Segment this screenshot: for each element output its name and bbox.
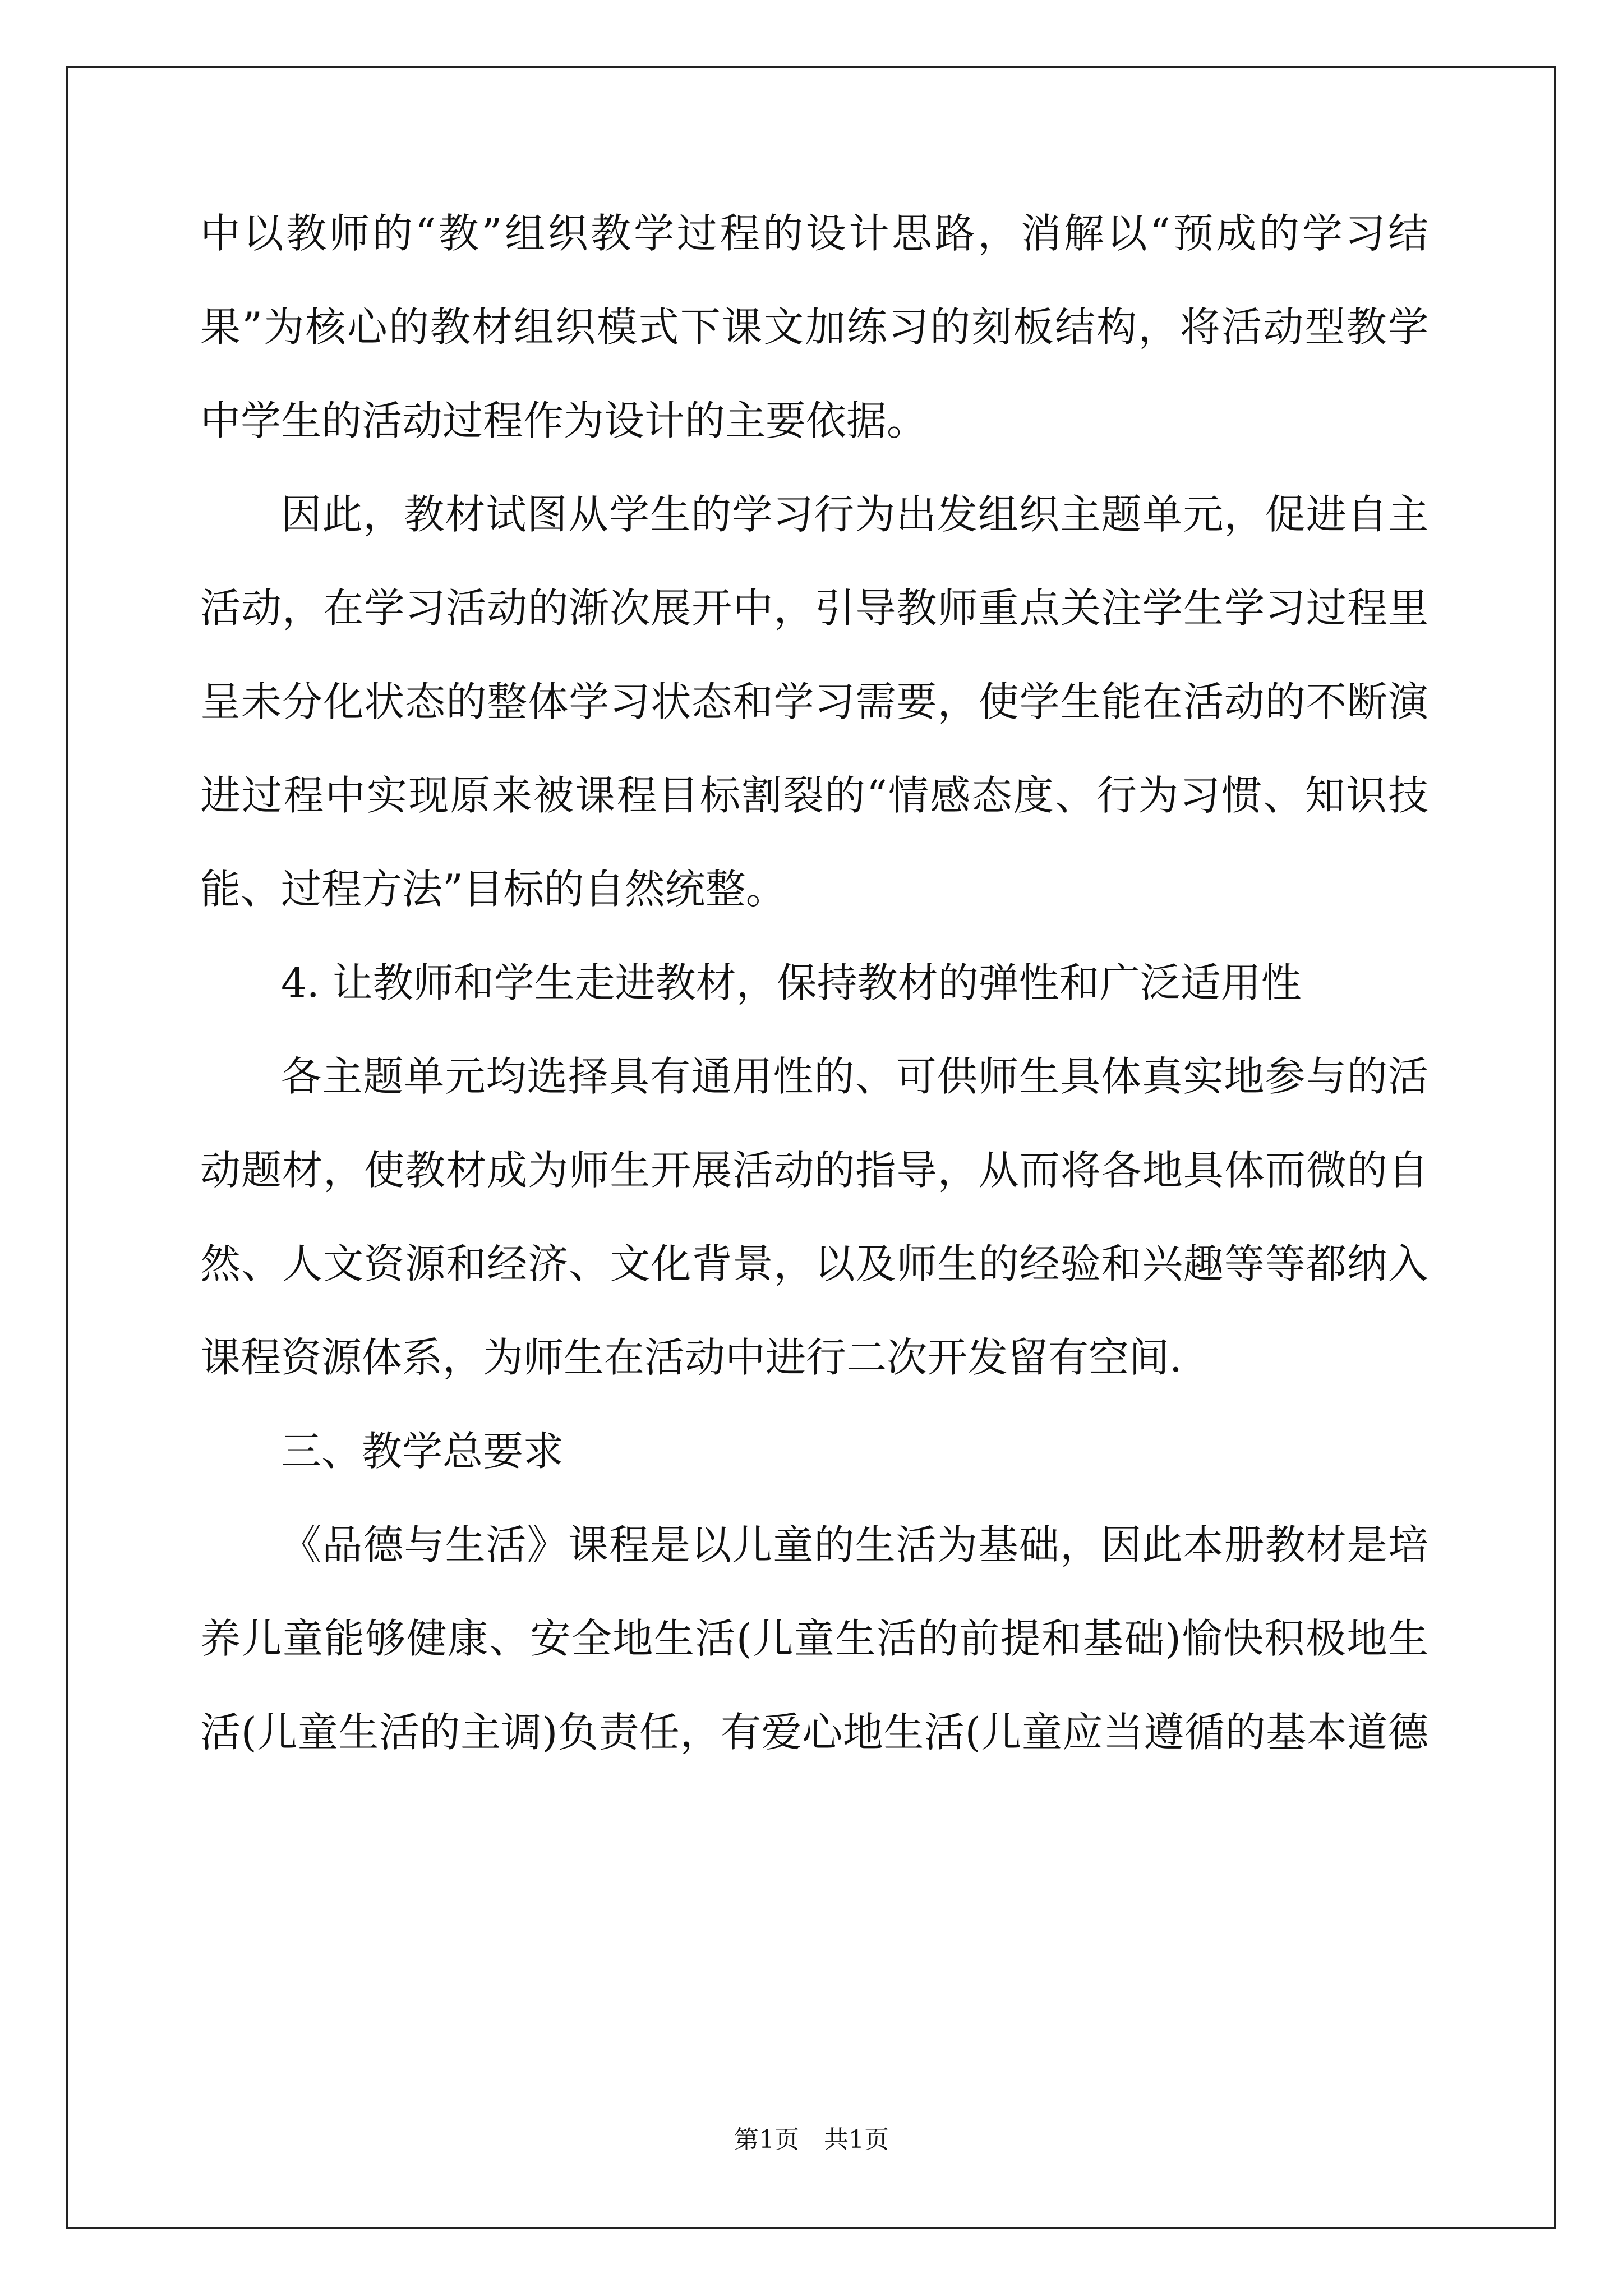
text-line: 动题材，使教材成为师生开展活动的指导，从而将各地具体而微的自 <box>200 1147 1428 1194</box>
text-line: 各主题单元均选择具有通用性的、可供师生具体真实地参与的活 <box>281 1053 1428 1100</box>
document-body <box>200 210 1428 1806</box>
text-line: 课程资源体系，为师生在活动中进行二次开发留有空间. <box>200 1334 1182 1381</box>
text-line: 能、过程方法”目标的自然统整。 <box>200 866 786 913</box>
text-line: 《品德与生活》课程是以儿童的生活为基础，因此本册教材是培 <box>281 1521 1428 1568</box>
text-line: 养儿童能够健康、安全地生活(儿童生活的前提和基础)愉快积极地生 <box>200 1615 1428 1662</box>
section-heading: 4. 让教师和学生走进教材，保持教材的弹性和广泛适用性 <box>281 959 1302 1006</box>
text-line: 然、人文资源和经济、文化背景，以及师生的经验和兴趣等等都纳入 <box>200 1240 1428 1287</box>
text-line: 活(儿童生活的主调)负责任，有爱心地生活(儿童应当遵循的基本道德 <box>200 1709 1428 1756</box>
page-number-footer: 第1页 共1页 <box>734 2125 889 2154</box>
text-line: 中以教师的“教”组织教学过程的设计思路，消解以“预成的学习结 <box>200 210 1428 257</box>
text-line: 进过程中实现原来被课程目标割裂的“情感态度、行为习惯、知识技 <box>200 772 1428 819</box>
text-line: 果”为核心的教材组织模式下课文加练习的刻板结构，将活动型教学 <box>200 303 1428 351</box>
text-line: 因此，教材试图从学生的学习行为出发组织主题单元，促进自主 <box>281 491 1428 538</box>
text-line: 中学生的活动过程作为设计的主要依据。 <box>200 397 928 444</box>
section-heading: 三、教学总要求 <box>281 1428 564 1475</box>
text-line: 活动，在学习活动的渐次展开中，引导教师重点关注学生学习过程里 <box>200 585 1428 632</box>
text-line: 呈未分化状态的整体学习状态和学习需要，使学生能在活动的不断演 <box>200 678 1428 725</box>
